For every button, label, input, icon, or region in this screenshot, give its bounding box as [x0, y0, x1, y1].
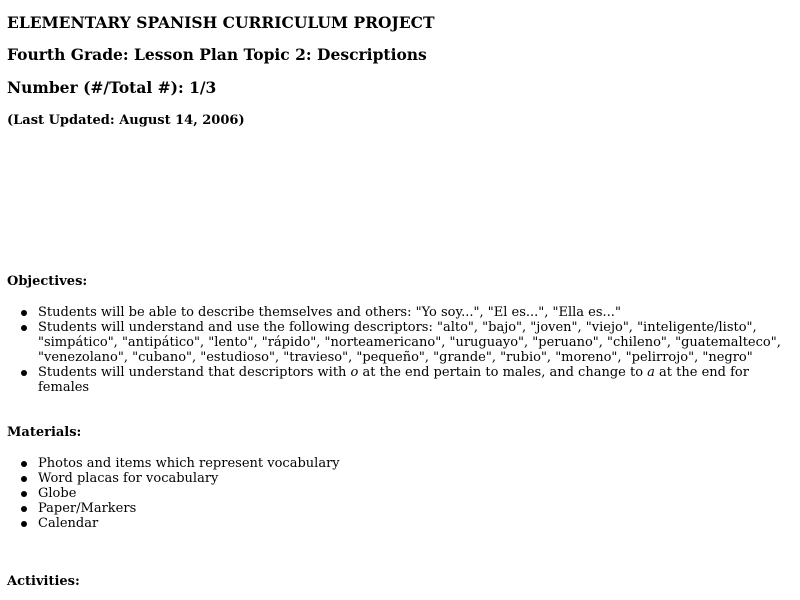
bullet-icon [21, 491, 27, 497]
list-item [38, 516, 798, 531]
objective-text-part: at the end pertain to males, and change to [358, 365, 648, 380]
list-item [38, 486, 798, 501]
activities-heading: Activities: [7, 574, 80, 589]
material-text: Paper/Markers [38, 501, 137, 516]
objective-emphasis-o: o [350, 365, 359, 380]
project-title: ELEMENTARY SPANISH CURRICULUM PROJECT [7, 13, 435, 32]
objectives-list [7, 305, 798, 395]
bullet-icon [21, 325, 27, 331]
list-item [38, 320, 798, 365]
material-text: Calendar [38, 516, 99, 531]
material-text: Word placas for vocabulary [38, 471, 219, 486]
list-item [38, 456, 798, 471]
bullet-icon [21, 506, 27, 512]
last-updated: (Last Updated: August 14, 2006) [7, 113, 245, 128]
list-item [38, 365, 798, 395]
material-text: Globe [38, 486, 77, 501]
bullet-icon [21, 370, 27, 376]
lesson-number: Number (#/Total #): 1/3 [7, 78, 217, 97]
list-item [38, 305, 798, 320]
objective-text: Students will be able to describe themselves and others: "Yo soy...", "El es...", "Ella es..." [38, 305, 621, 320]
objective-text-part: Students will understand that descriptors with [38, 365, 351, 380]
objective-text: Students will understand and use the following descriptors: "alto", "bajo", "joven", "viejo", "inteligente/listo", "simpático", "antipático", "lento", "rápido", "norteamericano", "uruguayo", "peruano", "chileno", "guatemalteco", "venezolano", "cubano", "estudioso", "travieso", "pequeño", "grande", "rubio", "moreno", "pelirrojo", "negro" [38, 320, 781, 365]
bullet-icon [21, 310, 27, 316]
lesson-topic-title: Fourth Grade: Lesson Plan Topic 2: Descriptions [7, 45, 427, 64]
bullet-icon [21, 476, 27, 482]
objectives-heading: Objectives: [7, 274, 88, 289]
objective-text-part: at the end for females [38, 365, 749, 395]
bullet-icon [21, 461, 27, 467]
materials-heading: Materials: [7, 425, 82, 440]
material-text: Photos and items which represent vocabulary [38, 456, 340, 471]
list-item [38, 501, 798, 516]
objective-emphasis-a: a [647, 365, 655, 380]
bullet-icon [21, 521, 27, 527]
materials-list [7, 456, 798, 531]
list-item [38, 471, 798, 486]
